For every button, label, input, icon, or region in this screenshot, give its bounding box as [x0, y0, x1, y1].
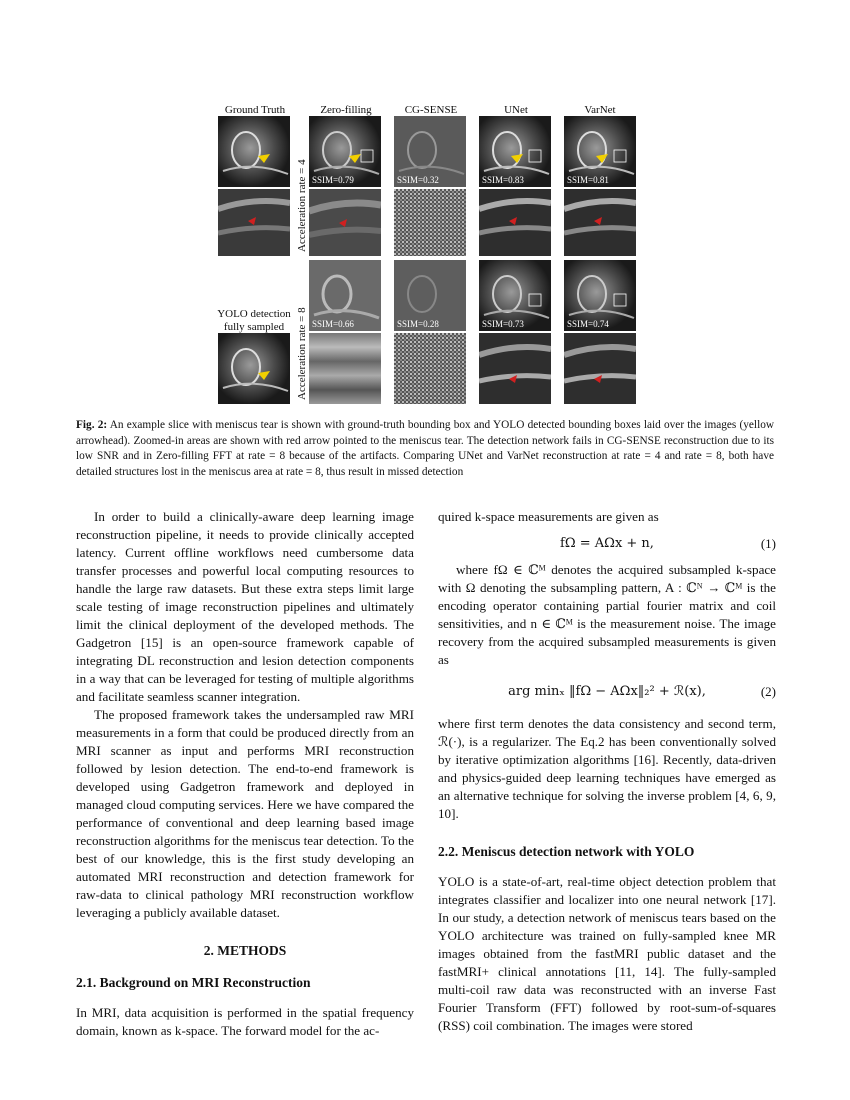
ssim-zero-filling-r8: SSIM=0.66: [312, 319, 354, 329]
subsection-heading-background: 2.1. Background on MRI Reconstruction: [76, 975, 311, 990]
caption-text: An example slice with meniscus tear is shown with ground-truth bounding box and YOLO detected bounding boxes laid over the images (yellow arrowhead). Zoomed-in areas are shown with red arrow pointed to the meniscus tear. The detection network fails in CG-SENSE reconstruction due to its low SNR and in Zero-filling FFT at rate = 8 because of the artifacts. Comparing UNet and VarNet reconstruction at rate = 4 and rate = 8, both have detailed structures lost in the meniscus area at rate = 8, thus result in missed detection: [76, 419, 775, 478]
equation-1-number: (1): [760, 536, 776, 551]
ssim-zero-filling-r4: SSIM=0.79: [312, 175, 354, 185]
mri-image-varnet-r8: [564, 260, 636, 331]
mri-image-unet-r4: [479, 116, 551, 187]
paragraph: In order to build a clinically-aware deep learning image reconstruction pipeline, it needs to provide clinically accepted latency. Current offline workflows need cumbersome data transfer processes and powerful local computing resources to handle the large raw datasets. But these extra steps limit large scale testing of image reconstruction pipelines and ultimately limit the clinical deployment of the developed methods. The Gadgetron [15] is an open-source framework capable of integrating DL reconstruction and lesion detection components in a way that can be leveraged for testing of multiple algorithms and facilitate seamless scanner integration.: [76, 509, 414, 704]
mri-zoom-unet-r8: [479, 333, 551, 404]
mri-image-ground-truth: [218, 116, 290, 187]
ssim-varnet-r8: SSIM=0.74: [567, 319, 609, 329]
paragraph: quired k-space measurements are given as: [438, 509, 659, 524]
mri-image-varnet-r4: [564, 116, 636, 187]
mri-zoom-ground-truth: [218, 189, 290, 256]
col-header-cg-sense: CG-SENSE: [404, 104, 458, 116]
equation-2-number: (2): [760, 684, 776, 699]
right-column: [438, 508, 776, 1035]
mri-zoom-unet-r4: [479, 189, 551, 256]
mri-zoom-cg-sense-r8: [394, 333, 466, 404]
col-header-zero-filling: Zero-filling: [320, 104, 372, 116]
paragraph: The proposed framework takes the undersampled raw MRI measurements in a form that could be produced directly from an MRI scanner as input and performs MRI reconstruction followed by lesion detection. The end-to-end framework is developed using Gadgetron framework and deployed in managed cloud computing services. Here we have compared the performance of conventional and deep learning based image reconstruction algorithms for the meniscus tear detection. To the best of our knowledge, this is the first study developing an automated MRI reconstruction and detection framework for raw-data to clinical pathology MRI reconstruction workflow leveraging a publicly available dataset.: [76, 707, 414, 920]
equation-2-body: arg minₓ ‖fΩ − AΩx‖₂² + ℛ(x),: [508, 684, 706, 699]
ssim-unet-r8: SSIM=0.73: [482, 319, 524, 329]
equation-1-body: fΩ = AΩx + n,: [560, 536, 654, 551]
col-header-ground-truth: Ground Truth: [224, 104, 286, 116]
mri-image-cg-sense-r8: [394, 260, 466, 331]
mri-image-zero-filling-r8: [309, 260, 381, 331]
figure-2: [218, 104, 638, 404]
equation-2: [438, 683, 776, 701]
ssim-varnet-r4: SSIM=0.81: [567, 175, 609, 185]
col-header-unet: UNet: [504, 104, 528, 116]
mri-zoom-zero-filling-r8: [309, 333, 381, 404]
mri-image-unet-r8: [479, 260, 551, 331]
paragraph: YOLO is a state-of-art, real-time object detection problem that integrates classifier and localizer into one neural network [17]. In our study, a detection network of meniscus tears based on the YOLO architecture was trained on fully-sampled knee MR images obtained from the fastMRI public dataset and the fastMRI+ clinical annotations [11, 14]. The fully-sampled multi-coil raw data was reconstructed with an inverse Fast Fourier Transform (FFT) followed by root-sum-of-squares (RSS) coil combination. The images were stored: [438, 874, 776, 1033]
caption-label: Fig. 2:: [76, 419, 108, 431]
yolo-label-line1: YOLO detection: [217, 308, 291, 320]
ssim-unet-r4: SSIM=0.83: [482, 175, 524, 185]
mri-image-yolo-fully-sampled: [218, 333, 290, 404]
row-label-rate-4: Acceleration rate = 4: [296, 159, 308, 252]
yolo-label: [214, 308, 294, 334]
row-label-rate-8: Acceleration rate = 8: [296, 307, 308, 400]
paragraph: In MRI, data acquisition is performed in the spatial frequency domain, known as k-space. The forward model for the ac-: [76, 1005, 414, 1038]
mri-zoom-zero-filling-r4: [309, 189, 381, 256]
ssim-cg-sense-r8: SSIM=0.28: [397, 319, 439, 329]
ssim-cg-sense-r4: SSIM=0.32: [397, 175, 439, 185]
mri-zoom-cg-sense-r4: [394, 189, 466, 256]
paragraph: where fΩ ∈ ℂᴹ denotes the acquired subsampled k-space with Ω denoting the subsampling pattern, A : ℂᴺ → ℂᴹ is the encoding operator containing partial fourier matrix and coil sensitivities, and n ∈ ℂᴹ is the measurement noise. The image recovery from the acquired subsampled measurements is given as: [438, 562, 776, 667]
left-column: [76, 508, 414, 1040]
mri-zoom-varnet-r4: [564, 189, 636, 256]
mri-image-cg-sense-r4: [394, 116, 466, 187]
yolo-label-line2: fully sampled: [223, 321, 285, 333]
mri-zoom-varnet-r8: [564, 333, 636, 404]
section-heading-methods: 2. METHODS: [203, 943, 287, 958]
paragraph: where first term denotes the data consistency and second term, ℛ(·), is a regularizer. The Eq.2 has been conventionally solved by iterative optimization algorithms [16]. Recently, data-driven and physics-guided deep learning techniques have emerged as an alternative technique for solving the inverse problem [4, 6, 9, 10].: [438, 716, 776, 821]
col-header-varnet: VarNet: [584, 104, 616, 116]
equation-1: [438, 535, 776, 553]
mri-image-zero-filling-r4: [309, 116, 381, 187]
figure-caption: [76, 418, 774, 480]
subsection-heading-yolo: 2.2. Meniscus detection network with YOLO: [438, 844, 695, 859]
